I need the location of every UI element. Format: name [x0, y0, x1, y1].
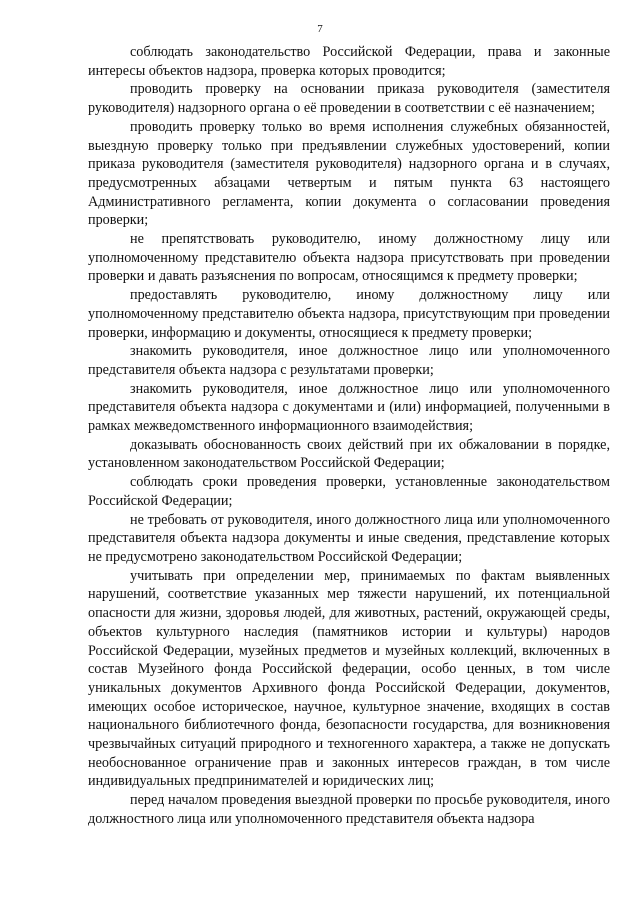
- paragraph: перед началом проведения выездной проверки по просьбе руководителя, иного должностного лица или уполномоченного представителя объекта надзора: [88, 792, 610, 827]
- document-body: [88, 43, 610, 829]
- paragraph: предоставлять руководителю, иному должностному лицу или уполномоченному представителю объекта надзора, присутствующим при проведении проверки, информацию и документы, относящиеся к предмету проверки;: [88, 287, 610, 341]
- paragraph: проводить проверку только во время исполнения служебных обязанностей, выездную проверку только при предъявлении служебных удостоверений, копии приказа руководителя (заместителя руководителя) надзорного органа и в случаях, предусмотренных абзацами четвертым и пятым пункта 63 настоящего Административного регламента, копии документа о согласовании проведения проверки;: [88, 118, 610, 229]
- paragraph: доказывать обоснованность своих действий при их обжаловании в порядке, установленном законодательством Российской Федерации;: [88, 436, 610, 472]
- paragraph: знакомить руководителя, иное должностное лицо или уполномоченного представителя объекта надзора с результатами проверки;: [88, 343, 610, 378]
- page-number: 7: [317, 23, 323, 35]
- paragraph: проводить проверку на основании приказа руководителя (заместителя руководителя) надзорного органа о её проведении в соответствии с её назначением;: [88, 81, 610, 117]
- paragraph: не препятствовать руководителю, иному должностному лицу или уполномоченному представителю объекта надзора присутствовать при проведении проверки и давать разъяснения по вопросам, относящимся к предмету проверки;: [88, 231, 610, 285]
- paragraph: не требовать от руководителя, иного должностного лица или уполномоченного представителя объекта надзора документы и иные сведения, представление которых не предусмотрено законодательством Российской Федерации;: [88, 511, 610, 565]
- paragraph: соблюдать законодательство Российской Федерации, права и законные интересы объектов надзора, проверка которых проводится;: [88, 44, 610, 79]
- paragraph: знакомить руководителя, иное должностное лицо или уполномоченного представителя объекта надзора с документами и (или) информацией, полученными в рамках межведомственного информационного взаимодействия;: [88, 380, 610, 435]
- paragraph: соблюдать сроки проведения проверки, установленные законодательством Российской Федерации;: [88, 474, 610, 509]
- paragraph: учитывать при определении мер, принимаемых по фактам выявленных нарушений, соответствие указанных мер тяжести нарушений, их потенциальной опасности для жизни, здоровья людей, для животных, растений, окружающей среды, объектов культурного наследия (памятников истории и культуры) народов Российской Федерации, музейных предметов и музейных коллекций, включенных в состав Музейного фонда Российской федерации, особо ценных, в том числе уникальных документов Архивного фонда Российской Федерации, документов, имеющих особое историческое, научное, культурное значение, входящих в состав национального библиотечного фонда, безопасности государства, для возникновения чрезвычайных ситуаций природного и техногенного характера, а также не допускать необоснованное ограничение прав и законных интересов граждан, в том числе индивидуальных предпринимателей и юридических лиц;: [88, 567, 610, 790]
